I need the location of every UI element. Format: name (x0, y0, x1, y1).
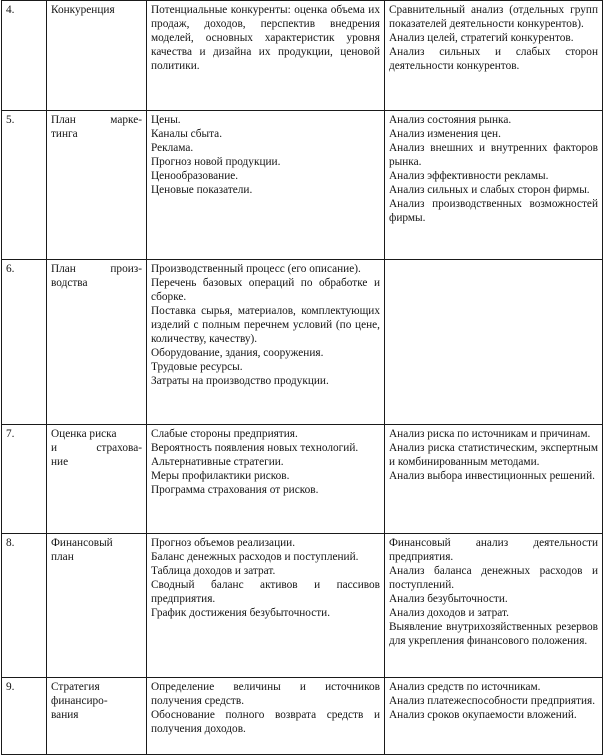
row-number-cell: 9. (2, 678, 47, 755)
analysis-line: Анализ внешних и внутренних факторов рынка. (389, 142, 598, 168)
content-line: Вероятность появления новых технологий. (151, 442, 359, 454)
content-line: Ценообразование. (151, 170, 239, 182)
content-line: Ценовые показатели. (151, 184, 253, 196)
content-lines (151, 3, 380, 73)
analysis-line: Анализ целей, стратегий конкурентов. (389, 32, 574, 44)
analysis-methods-cell (385, 425, 603, 534)
content-lines (151, 536, 380, 620)
section-name-line: Конкуренция (51, 4, 115, 16)
analysis-line: Анализ эффективности рекламы. (389, 170, 549, 182)
content-line: График достижения безубыточности. (151, 607, 331, 619)
row-number-cell: 8. (2, 534, 47, 678)
section-name-cell (47, 678, 147, 755)
section-name-cell (47, 111, 147, 260)
section-name-line: тинга (51, 128, 78, 140)
section-name-cell (47, 425, 147, 534)
content-line: Реклама. (151, 142, 194, 154)
content-lines (151, 262, 380, 388)
analysis-line: Анализ платежеспособности предприятия. (389, 695, 596, 707)
analysis-line: Анализ выбора инвестиционных решений. (389, 470, 595, 482)
content-line: Цены. (151, 114, 181, 126)
section-name-line: ние (51, 456, 69, 468)
analysis-line: Анализ риска по источникам и причинам. (389, 428, 591, 440)
analysis-line: Анализ сильных и слабых сторон фирмы. (389, 184, 590, 196)
row-number-cell: 5. (2, 111, 47, 260)
analysis-line: Сравнительный анализ (отдельных групп показателей деятельности конкурентов). (389, 4, 598, 30)
table-row (2, 111, 603, 260)
section-name-line: водства (51, 277, 88, 289)
section-name-lines (51, 262, 142, 290)
analysis-line: Анализ изменения цен. (389, 128, 501, 140)
section-name-line: План марке- (51, 114, 142, 126)
section-content-cell (147, 425, 385, 534)
content-line: Обоснование полного возврата средств и получения доходов. (151, 709, 380, 735)
analysis-line: Анализ сроков окупаемости вложений. (389, 709, 577, 721)
section-name-line: Стратегия (51, 681, 100, 693)
content-line: Таблица доходов и затрат. (151, 565, 276, 577)
analysis-line: Анализ безубыточности. (389, 593, 508, 605)
row-number-cell: 6. (2, 260, 47, 425)
section-name-lines (51, 3, 142, 17)
business-plan-table (1, 0, 603, 755)
table-body (2, 1, 603, 755)
content-line: Каналы сбыта. (151, 128, 223, 140)
row-number-cell: 4. (2, 1, 47, 111)
table-row (2, 678, 603, 755)
table-row (2, 1, 603, 111)
section-name-line: План произ- (51, 263, 142, 275)
content-line: Слабые стороны предприятия. (151, 428, 298, 440)
content-line: Альтернативные стратегии. (151, 456, 284, 468)
analysis-lines (389, 680, 598, 722)
analysis-methods-cell (385, 260, 603, 425)
content-line: Трудовые ресурсы. (151, 361, 243, 373)
analysis-line: Выявление внутрихозяйственных резервов для укрепления финансового положения. (389, 621, 598, 647)
content-line: Сводный баланс активов и пассивов предприятия. (151, 579, 380, 605)
content-line: Баланс денежных расходов и поступлений. (151, 551, 359, 563)
section-content-cell (147, 111, 385, 260)
section-name-cell (47, 260, 147, 425)
content-line: Программа страхования от рисков. (151, 484, 319, 496)
content-lines (151, 680, 380, 736)
content-line: Определение величины и источников получения средств. (151, 681, 380, 707)
section-name-line: вания (51, 709, 79, 721)
section-name-lines (51, 427, 142, 469)
section-content-cell (147, 534, 385, 678)
analysis-lines (389, 3, 598, 73)
content-line: Производственный процесс (его описание). (151, 263, 361, 275)
section-content-cell (147, 260, 385, 425)
section-name-line: план (51, 551, 74, 563)
analysis-methods-cell (385, 678, 603, 755)
analysis-line: Анализ состояния рынка. (389, 114, 512, 126)
analysis-methods-cell (385, 534, 603, 678)
content-line: Меры профилактики рисков. (151, 470, 290, 482)
analysis-lines (389, 113, 598, 225)
section-name-line: финансиро- (51, 695, 108, 707)
analysis-methods-cell (385, 111, 603, 260)
section-content-cell (147, 678, 385, 755)
content-line: Прогноз объемов реализации. (151, 537, 296, 549)
analysis-lines (389, 427, 598, 483)
table-row (2, 260, 603, 425)
section-name-lines (51, 536, 142, 564)
content-lines (151, 113, 380, 197)
content-line: Потенциальные конкуренты: оценка объема их продаж, доходов, перспектив внедрения моделей, основных характеристик уровня качества и дизайна их продукции, ценовой политики. (151, 4, 380, 72)
analysis-line: Анализ риска статистическим, экспертным и комбинированным методами. (389, 442, 598, 468)
empty-cell (389, 262, 598, 263)
analysis-line: Анализ баланса денежных расходов и поступлений. (389, 565, 598, 591)
row-number-cell: 7. (2, 425, 47, 534)
section-name-cell (47, 534, 147, 678)
content-lines (151, 427, 380, 497)
analysis-lines (389, 536, 598, 648)
analysis-line: Анализ производственных возможностей фирмы. (389, 198, 598, 224)
section-name-lines (51, 680, 142, 722)
content-line: Прогноз новой продукции. (151, 156, 281, 168)
section-name-cell (47, 1, 147, 111)
section-content-cell (147, 1, 385, 111)
content-line: Перечень базовых операций по обработке и сборке. (151, 277, 380, 303)
table-row (2, 534, 603, 678)
table-row (2, 425, 603, 534)
analysis-line: Анализ сильных и слабых сторон деятельности конкурентов. (389, 46, 598, 72)
content-line: Поставка сырья, материалов, комплектующих изделий с полным перечнем условий (по цене, количеству, качеству). (151, 305, 380, 345)
analysis-methods-cell (385, 1, 603, 111)
section-name-line: и страхова- (51, 442, 142, 454)
section-name-lines (51, 113, 142, 141)
analysis-line: Анализ средств по источникам. (389, 681, 541, 693)
analysis-line: Анализ доходов и затрат. (389, 607, 509, 619)
section-name-line: Финансовый (51, 537, 113, 549)
content-line: Оборудование, здания, сооружения. (151, 347, 324, 359)
analysis-line: Финансовый анализ деятельности предприятия. (389, 537, 598, 563)
section-name-line: Оценка риска (51, 428, 117, 440)
content-line: Затраты на производство продукции. (151, 375, 329, 387)
